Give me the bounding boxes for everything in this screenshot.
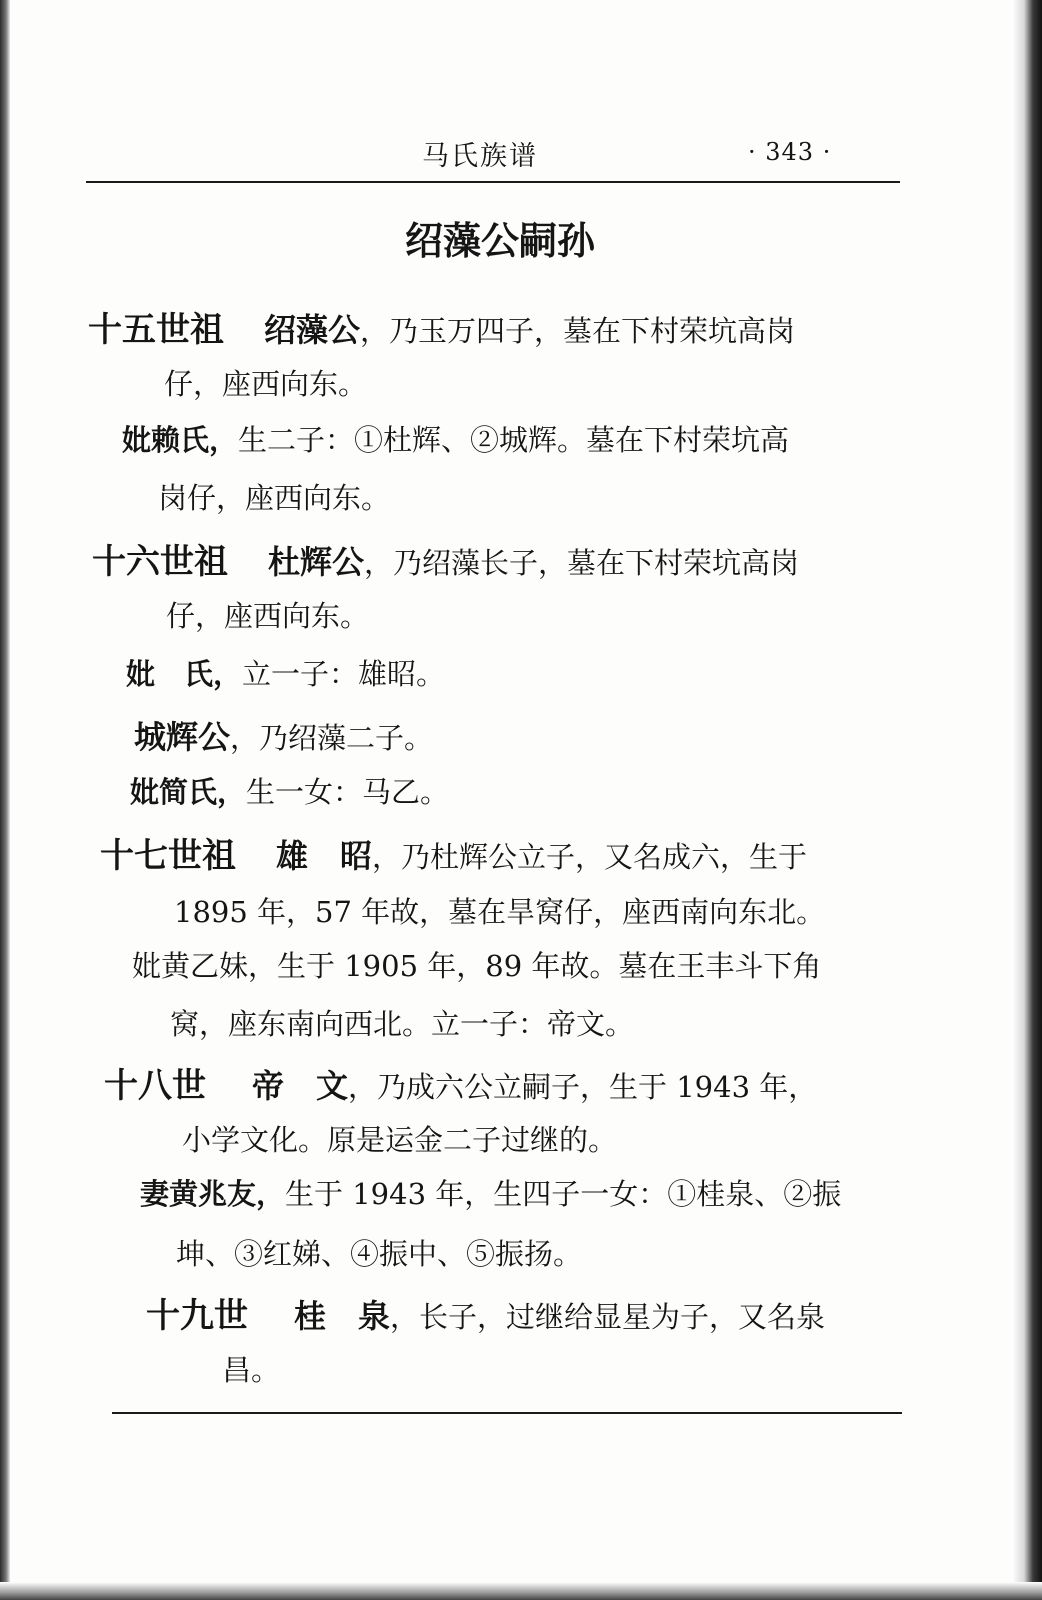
entry-line	[158, 476, 390, 517]
footer-rule	[112, 1412, 902, 1414]
entry-line	[92, 534, 799, 583]
entry-text: 坤、③红娣、④振中、⑤振扬。	[176, 1237, 583, 1271]
entry-line	[222, 1348, 280, 1389]
entry-line	[104, 1058, 817, 1107]
entry-text: ，长子，过继给显星为子，又名泉	[390, 1300, 826, 1334]
scan-bottom-edge	[0, 1582, 1042, 1600]
entry-line	[182, 1118, 617, 1159]
ancestor-name: 绍藻公	[264, 311, 361, 349]
entry-text: 窝，座东南向西北。立一子：帝文。	[170, 1007, 635, 1041]
running-title: 马氏族谱	[422, 141, 538, 172]
entry-text: ，乃绍藻二子。	[230, 721, 434, 755]
ancestor-name: 城辉公	[134, 718, 231, 756]
entry-line	[132, 944, 821, 985]
entry-line	[174, 890, 825, 931]
spouse-label: 妻黄兆友，	[140, 1177, 286, 1211]
entry-line	[88, 302, 795, 351]
spouse-label: 妣赖氏，	[122, 423, 239, 457]
entry-line	[164, 362, 367, 403]
entry-text: 1895 年，57 年故，墓在旱窝仔，座西南向东北。	[174, 895, 826, 929]
page-number: · 343 ·	[748, 138, 832, 166]
entry-text: ，乃绍藻长子，墓在下村荣坑高岗	[364, 546, 800, 580]
entry-line	[140, 1172, 841, 1213]
header-rule	[86, 181, 900, 183]
entry-line	[146, 1288, 825, 1337]
entry-text: ，乃成六公立嗣子，生于 1943 年，	[348, 1070, 818, 1104]
generation-label: 十六世祖	[92, 542, 228, 582]
spouse-label: 妣简氏，	[130, 775, 247, 809]
entry-text: 妣黄乙妹，生于 1905 年，89 年故。墓在王丰斗下角	[132, 949, 822, 983]
entry-text: 生于 1943 年，生四子一女：①桂泉、②振	[285, 1177, 842, 1211]
scan-right-edge	[1012, 0, 1042, 1600]
generation-label: 十八世	[104, 1066, 206, 1106]
entry-text: 仔，座西向东。	[164, 367, 368, 401]
generation-label: 十五世祖	[88, 310, 224, 350]
generation-label: 十七世祖	[100, 836, 236, 876]
entry-text: 昌。	[222, 1353, 281, 1387]
entry-line	[134, 712, 433, 758]
entry-line	[126, 652, 445, 693]
entry-text: 生一女：马乙。	[246, 775, 450, 809]
section-title: 绍藻公嗣孙	[404, 219, 595, 263]
spouse-label: 妣 氏，	[126, 657, 243, 691]
entry-text: ，乃玉万四子，墓在下村荣坑高岗	[360, 314, 796, 348]
entry-line	[170, 1002, 634, 1043]
entry-line	[166, 594, 369, 635]
generation-label: 十九世	[146, 1296, 248, 1336]
entry-line	[130, 770, 449, 811]
ancestor-name: 帝 文	[252, 1067, 349, 1105]
ancestor-name: 杜辉公	[268, 543, 365, 581]
ancestor-name: 桂 泉	[294, 1297, 391, 1335]
entry-line	[122, 418, 789, 459]
entry-text: 仔，座西向东。	[166, 599, 370, 633]
entry-line	[176, 1232, 582, 1273]
entry-text: 小学文化。原是运金二子过继的。	[182, 1123, 618, 1157]
entry-line	[100, 828, 807, 877]
entry-text: 立一子：雄昭。	[242, 657, 446, 691]
entry-text: 岗仔，座西向东。	[158, 481, 391, 515]
entry-text: 生二子：①杜辉、②城辉。墓在下村荣坑高	[238, 423, 790, 457]
entry-text: ，乃杜辉公立子，又名成六，生于	[372, 840, 808, 874]
ancestor-name: 雄 昭	[276, 837, 373, 875]
